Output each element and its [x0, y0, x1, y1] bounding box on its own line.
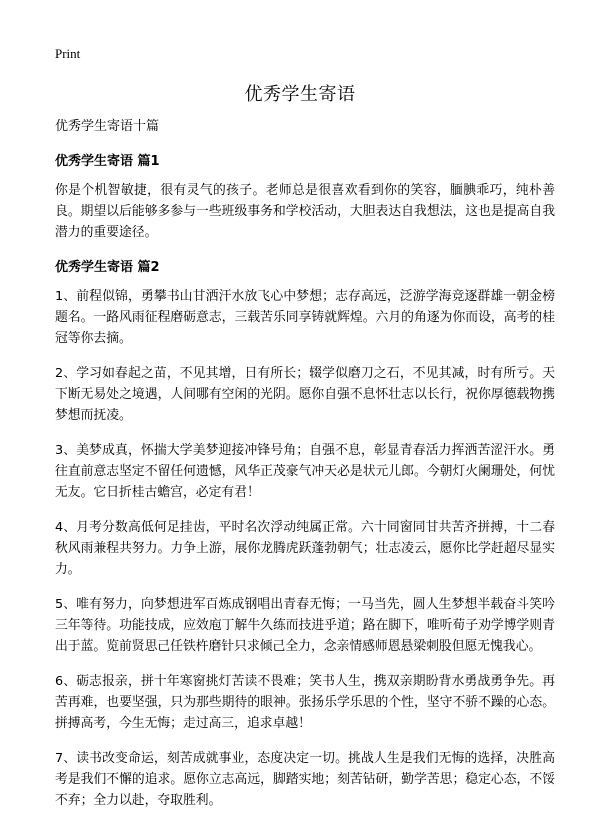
paragraph: 3、美梦成真，怀揣大学美梦迎接冲锋号角；自强不息，彰显青春活力挥洒苦涩汗水。勇往直前意志坚定不留任何遗憾，风华正茂豪气冲天必是状元儿郎。今朝灯火阑珊处，何忧无友。它日折桂古蟾宫，必定有君！	[55, 443, 555, 500]
section-heading: 优秀学生寄语 篇1	[55, 154, 160, 169]
section-1	[55, 153, 555, 243]
paragraph: 6、砺志报亲，拼十年寒窗挑灯苦读不畏难；笑书人生，携双亲期盼背水勇战勇争先。再苦再难，也要坚强，只为那些期待的眼神。张扬乐学乐思的个性，坚守不骄不躁的心态。拼搏高考，今生无悔；走过高三，追求卓越！	[55, 674, 555, 731]
paragraph: 7、读书改变命运，刻苦成就事业，态度决定一切。挑战人生是我们无悔的选择，决胜高考是我们不懈的追求。愿你立志高远，脚踏实地；刻苦钻研，勤学苦思；稳定心态，不馁不弃；全力以赴，夺取胜利。	[55, 751, 555, 808]
paragraph: 5、唯有努力，向梦想进军百炼成钢唱出青春无悔；一马当先，圆人生梦想半载奋斗笑吟三年等待。功能技成，应效庖丁解牛久练而技进乎道；路在脚下，唯听荀子劝学博学则青出于蓝。览前贤思己任铁杵磨针只求倾己全力，念亲情感师恩悬梁刺股但愿无愧我心。	[55, 597, 555, 654]
page-title: 优秀学生寄语	[244, 84, 356, 105]
section-heading: 优秀学生寄语 篇2	[55, 260, 160, 275]
paragraph: 1、前程似锦，勇攀书山甘洒汗水放飞心中梦想；志存高远，泛游学海竞逐群雄一朝金榜题名。一路风雨征程磨砺意志，三载苦乐同享铸就辉煌。六月的角逐为你而设，高考的桂冠等你去摘。	[55, 289, 555, 346]
paragraph: 你是个机智敏捷，很有灵气的孩子。老师总是很喜欢看到你的笑容，腼腆乖巧，纯朴善良。期望以后能够多参与一些班级事务和学校活动，大胆表达自我想法，这也是提高自我潜力的重要途径。	[55, 183, 555, 240]
document-body	[55, 118, 555, 827]
section-2	[55, 259, 555, 811]
print-link[interactable]: Print	[55, 46, 81, 61]
paragraph: 4、月考分数高低何足挂齿，平时名次浮动纯属正常。六十同窗同甘共苦齐拼搏，十二春秋风雨兼程共努力。力争上游，展你龙腾虎跃蓬勃朝气；壮志凌云，愿你比学赶超尽显实力。	[55, 520, 555, 577]
document-subtitle: 优秀学生寄语十篇	[55, 119, 160, 134]
paragraph: 2、学习如春起之苗，不见其增，日有所长；辍学似磨刀之石，不见其减，时有所亏。天下断无易处之境遇，人间哪有空闲的光阴。愿你自强不息怀壮志以长行，祝你厚德载物携梦想而抚凌。	[55, 366, 555, 423]
